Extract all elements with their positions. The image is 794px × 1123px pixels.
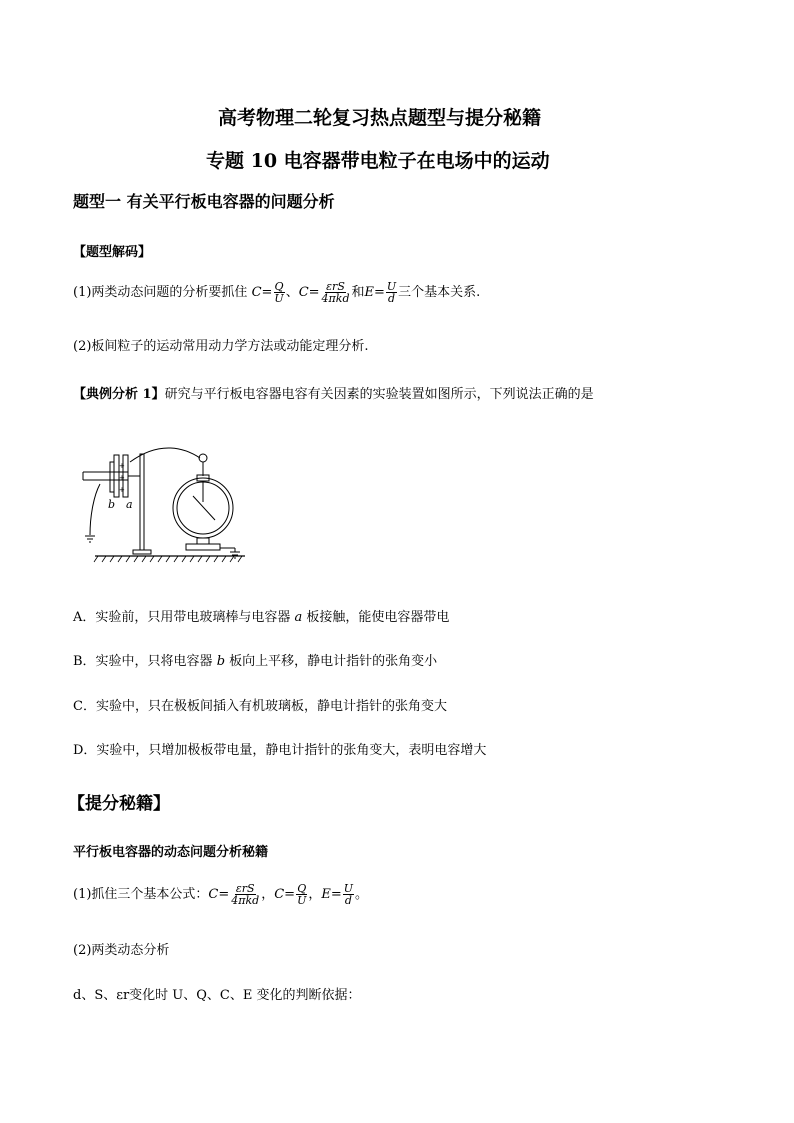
capacitor-experiment-figure: [80, 440, 250, 565]
tixing-label: 【题型解码】: [73, 245, 152, 260]
example-label: 【典例分析 1】: [73, 387, 165, 402]
paragraph-4: (2)两类动态分析: [73, 943, 170, 958]
paragraph-5: d、S、εr变化时 U、Q、C、E 变化的判断依据：: [73, 988, 361, 1003]
plate-a-label: a: [126, 498, 133, 511]
example-question: [73, 383, 594, 402]
document-title: 高考物理二轮复习热点题型与提分秘籍: [218, 107, 542, 129]
option-b[interactable]: B．实验中，只将电容器 b 板向上平移，静电计指针的张角变小: [73, 654, 438, 669]
svg-text:+: +: [119, 474, 125, 482]
option-d[interactable]: D．实验中，只增加极板带电量，静电计指针的张角变大，表明电容增大: [73, 743, 487, 758]
paragraph-1: (1)两类动态问题的分析要抓住 C= $\frac{Q}{U}$ 、C= $\frac{\text{εrS}}{\text{4πkd}}$ 和E= $\frac{U}{d}$ 三个基本关系.: [73, 280, 481, 305]
section-heading: 题型一 有关平行板电容器的问题分析: [73, 192, 335, 211]
svg-text:+: +: [119, 486, 125, 494]
fraction-capacitance: $\frac{\text{εrS}}{\text{4πkd}}$: [321, 280, 350, 305]
tifen-label: 【提分秘籍】: [68, 794, 170, 814]
example-text: 研究与平行板电容器电容有关因素的实验装置如图所示，下列说法正确的是: [164, 387, 594, 402]
paragraph-2: (2)板间粒子的运动常用动力学方法或动能定理分析.: [73, 339, 369, 354]
option-a[interactable]: A．实验前，只用带电玻璃棒与电容器 a 板接触，能使电容器带电: [73, 610, 450, 625]
plate-b-label: b: [108, 498, 116, 511]
fraction-u-over-d: $\frac{U}{d}$: [343, 882, 354, 907]
secret-title: 平行板电容器的动态问题分析秘籍: [73, 845, 269, 860]
fraction-q-over-u: $\frac{Q}{U}$: [297, 882, 307, 907]
svg-text:+: +: [119, 462, 125, 470]
fraction-capacitance: $\frac{\text{εrS}}{\text{4πkd}}$: [231, 882, 260, 907]
fraction-q-over-u: $\frac{Q}{U}$: [274, 280, 284, 305]
paragraph-3: (1)抓住三个基本公式：C= $\frac{\text{εrS}}{\text{4πkd}}$ ，C= $\frac{Q}{U}$ ，E= $\frac{U}{d}$ 。: [73, 882, 369, 907]
option-c[interactable]: C．实验中，只在极板间插入有机玻璃板，静电计指针的张角变大: [73, 699, 447, 714]
fraction-u-over-d: $\frac{U}{d}$: [386, 280, 397, 305]
document-subtitle: 专题 10 电容器带电粒子在电场中的运动: [206, 150, 550, 172]
